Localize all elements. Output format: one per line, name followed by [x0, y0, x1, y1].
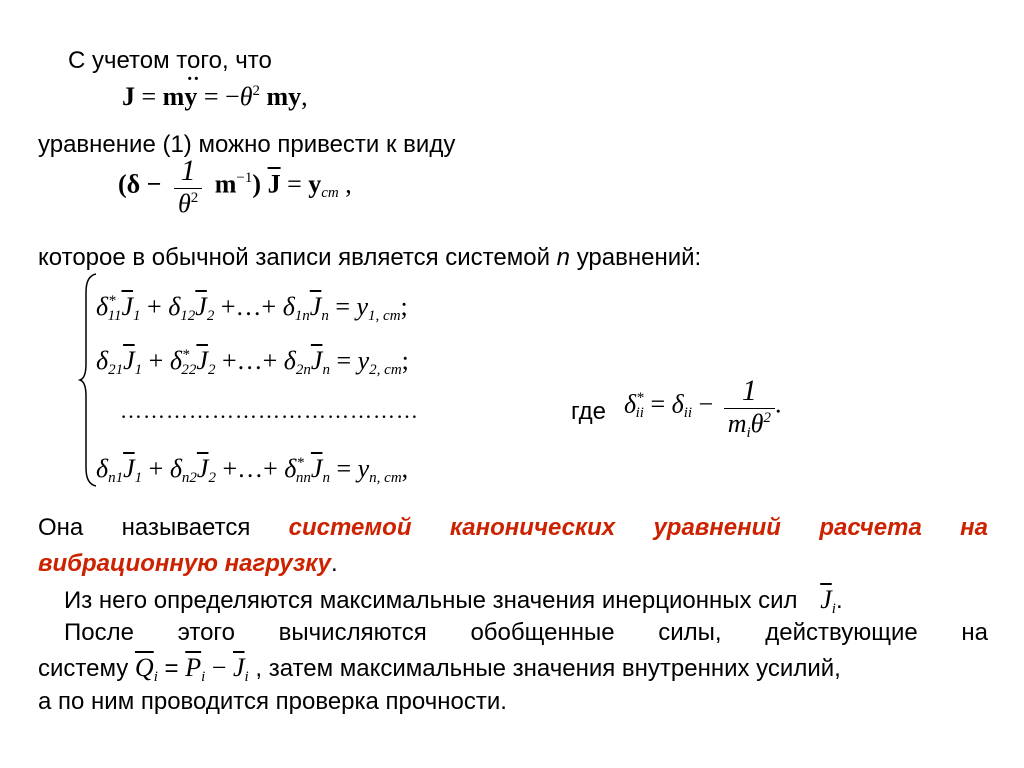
where-equation: $\delta^*_{ii} = \delta_{ii}$ − $\frac{1}{m_i\theta^2}$ . — [624, 374, 782, 441]
para-inertia-forces: Из него определяются максимальные значения инерционных сил $\overline{J}_i$. — [64, 585, 843, 617]
para-generalized-forces-line3: а по ним проводится проверка прочности. — [38, 688, 507, 715]
system-row-1: $\delta^*_{11}\overline{J}_1 + \delta_{12}\overline{J}_2$ +…+ $\delta_{1n}\overline{J}_n = y_{1, ст}$; — [96, 292, 408, 324]
line-system-intro: которое в обычной записи является системой n уравнений: — [38, 244, 702, 271]
system-row-2: $\delta_{21}\overline{J}_1 + \delta^*_{22}\overline{J}_2$ +…+ $\delta_{2n}\overline{J}_n = y_{2, ст}$; — [96, 346, 409, 378]
equation-inertia: J = my ·· = $-\theta^2$ my, — [122, 68, 308, 111]
where-label: где — [571, 398, 607, 425]
system-row-n: $\delta_{n1}\overline{J}_1 + \delta_{n2}\overline{J}_2$ +…+ $\delta^*_{nn}\overline{J}_n = y_{n, ст}$, — [96, 454, 409, 486]
system-dots-row: ………………………………… — [120, 398, 419, 423]
intro-text: С учетом того, что — [68, 47, 272, 74]
para-system-name-line1: Она называется системой канонических уравнений расчета на — [38, 514, 988, 541]
para-generalized-forces-line2: систему $\overline{Q}_i = \overline{P}_i - \overline{J}_i$ , затем максимальные значения внутренних усилий, — [38, 653, 841, 685]
equation-matrix: (δ − $\frac{1}{\theta^2}$ $m^{-1}$) $\overline{J} = y_{ст}$ , — [118, 154, 352, 218]
line-reduce: уравнение (1) можно привести к виду — [38, 131, 456, 158]
para-generalized-forces-line1: После этого вычисляются обобщенные силы, действующие на — [64, 619, 988, 646]
para-system-name-line2: вибрационную нагрузку. — [38, 550, 338, 577]
